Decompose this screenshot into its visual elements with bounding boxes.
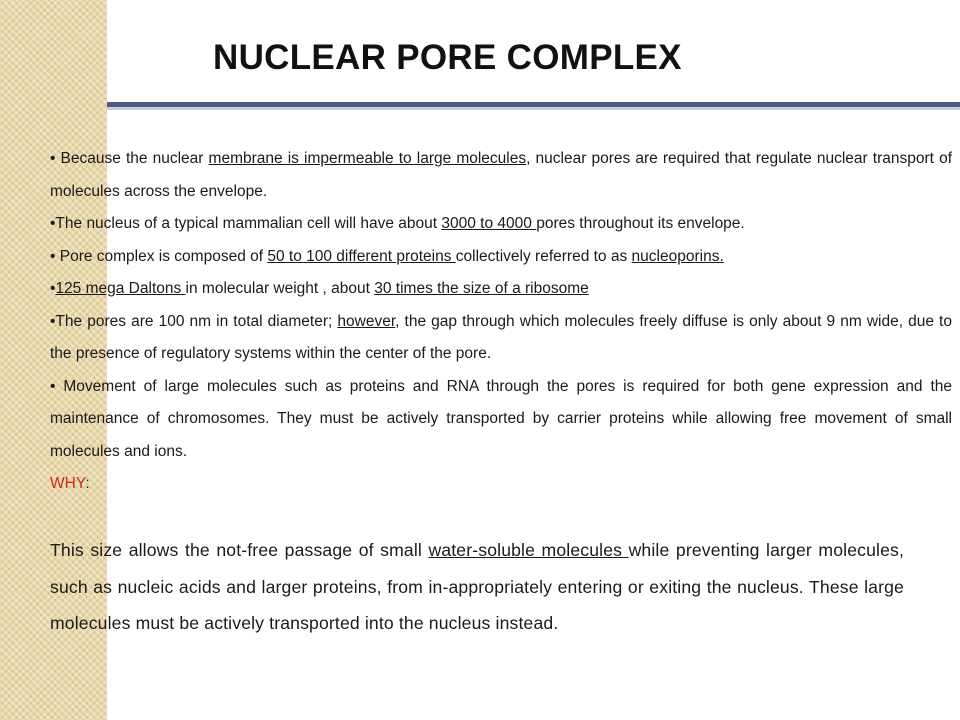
bullet-text: , the gap through which molecules freely diffuse is only about 9 nm wide, due to the presence of regulatory systems within the center of the pore. — [50, 312, 952, 362]
underlined-phrase: membrane is impermeable to large molecules — [208, 150, 527, 167]
bullet-diameter — [50, 306, 952, 371]
summary-text: while preventing larger molecules, such as nucleic acids and larger proteins, from in-appropriately entering or exiting the nucleus. These large molecules must be actively transported into the nucleus instead. — [50, 540, 905, 633]
underlined-phrase: 3000 to 4000 — [441, 215, 537, 232]
bullet-text: • Pore complex is composed of — [50, 247, 268, 265]
underlined-phrase: water-soluble molecules — [428, 540, 629, 560]
underlined-phrase: 30 times the size of a ribosome — [374, 280, 589, 297]
bullet-pore-count — [50, 208, 952, 241]
bullet-movement: • Movement of large molecules such as proteins and RNA through the pores is required for both gene expression and the maintenance of chromosomes. They must be actively transported by carrier proteins while allowing free movement of small molecules and ions. — [50, 377, 952, 460]
why-colon: : — [85, 475, 90, 492]
bullet-text: •The pores are 100 nm in total diameter; — [50, 312, 338, 330]
bullet-text: • — [50, 280, 56, 297]
summary-paragraph — [50, 532, 904, 642]
bullet-text: collectively referred to as — [455, 247, 632, 265]
bullet-text: pores throughout its envelope. — [536, 215, 745, 232]
why-line — [50, 468, 952, 501]
bullet-list — [50, 143, 952, 501]
summary-text: This size allows the not-free passage of small — [50, 540, 429, 560]
bullet-membrane — [50, 143, 952, 208]
title-divider-shadow — [107, 107, 960, 110]
underlined-phrase: however — [337, 312, 396, 330]
bullet-text: •The nucleus of a typical mammalian cell will have about — [50, 215, 442, 232]
slide-title: NUCLEAR PORE COMPLEX — [213, 38, 682, 77]
bullet-text: , nuclear pores are required that regulate nuclear transport of molecules across the envelope. — [50, 150, 953, 200]
bullet-weight — [50, 273, 952, 306]
bullet-proteins — [50, 241, 952, 274]
why-label: WHY — [50, 475, 86, 492]
bullet-text: • Because the nuclear — [50, 150, 209, 167]
underlined-phrase: 50 to 100 different proteins — [267, 247, 456, 265]
underlined-phrase: 125 mega Daltons — [55, 280, 186, 297]
underlined-phrase: nucleoporins. — [631, 247, 724, 265]
bullet-text: in molecular weight , about — [185, 280, 375, 297]
